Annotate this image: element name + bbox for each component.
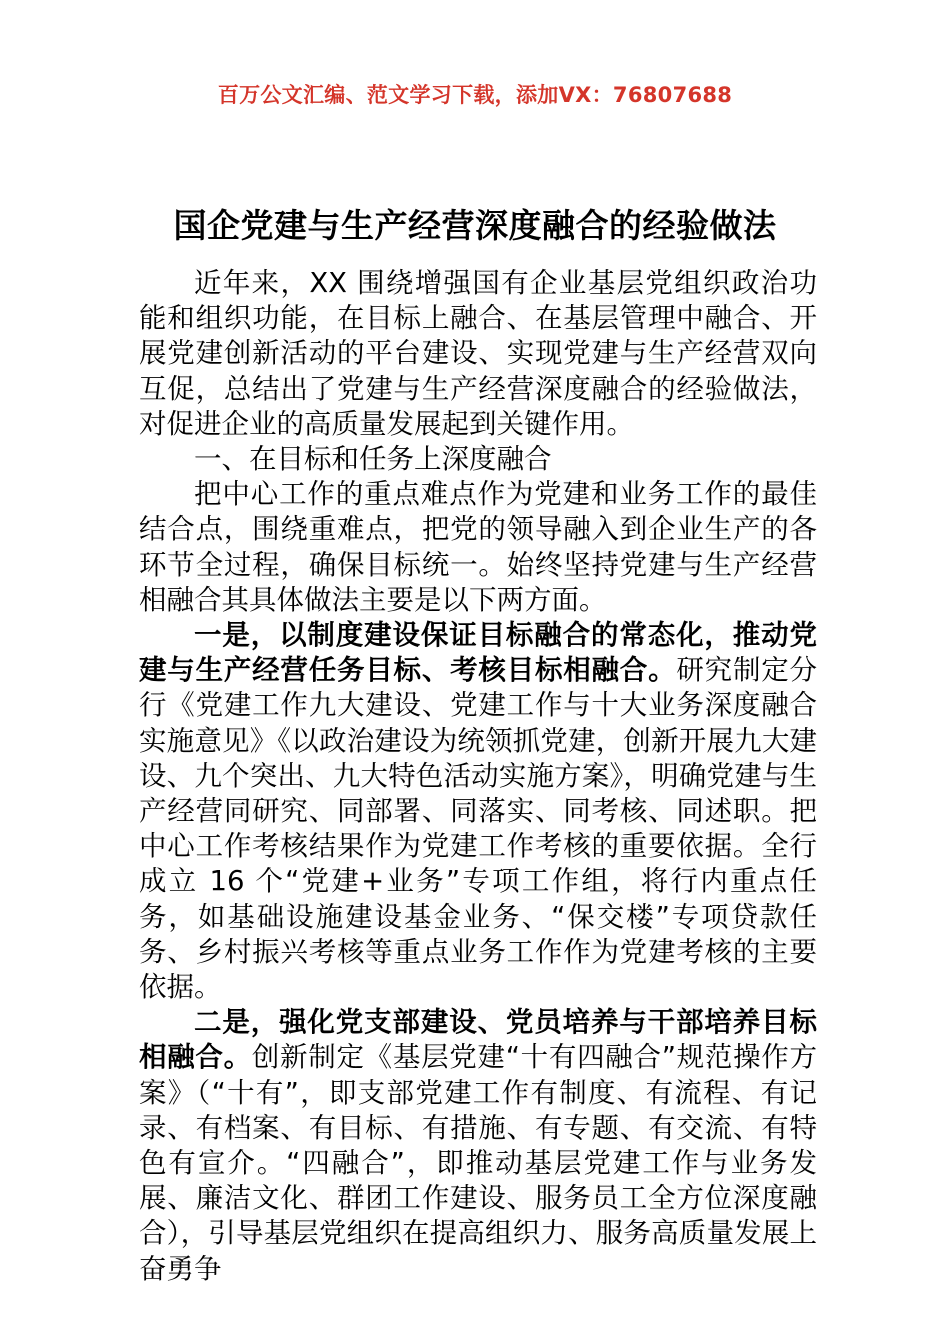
paragraph-point-2	[139, 1005, 817, 1287]
text-run-bold-lead: 二是，强化党支部建设、党员培养与干部培养目标相融合。	[139, 1006, 817, 1074]
document-body	[139, 266, 817, 1287]
paragraph-point-1	[139, 618, 817, 1005]
text-run: 创新制定《基层党建“十有四融合”规范操作方案》（“十有”，即支部党建工作有制度、有流程、有记录、有档案、有目标、有措施、有专题、有交流、有特色有宣介。“四融合”，即推动基层党建工作与业务发展、廉洁文化、群团工作建设、服务员工全方位深度融合），引导基层党组织在提高组织力、服务高质量发展上奋勇争	[139, 1041, 818, 1285]
paragraph-section-1-body	[139, 477, 817, 618]
text-run-bold-lead: 一是，以制度建设保证目标融合的常态化，推动党建与生产经营任务目标、考核目标相融合。	[139, 619, 817, 687]
text-run: 近年来，XX 围绕增强国有企业基层党组织政治功能和组织功能，在目标上融合、在基层管理中融合、开展党建创新活动的平台建设、实现党建与生产经营双向互促，总结出了党建与生产经营深度融合的经验做法，对促进企业的高质量发展起到关键作用。	[139, 267, 817, 440]
page-title: 国企党建与生产经营深度融合的经验做法	[173, 206, 777, 246]
text-run: 研究制定分行《党建工作九大建设、党建工作与十大业务深度融合实施意见》《以政治建设为统领抓党建，创新开展九大建设、九个突出、九大特色活动实施方案》，明确党建与生产经营同研究、同部署、同落实、同考核、同述职。把中心工作考核结果作为党建工作考核的重要依据。全行成立 16 个“党建+业务”专项工作组，将行内重点任务，如基础设施建设基金业务、“保交楼”专项贷款任务、乡村振兴考核等重点业务工作作为党建考核的主要依据。	[139, 654, 818, 1004]
section-heading-1	[139, 442, 817, 477]
promo-watermark-header: 百万公文汇编、范文学习下载，添加VX：76807688	[217, 83, 733, 107]
text-run: 一、在目标和任务上深度融合	[194, 443, 552, 476]
text-run: 把中心工作的重点难点作为党建和业务工作的最佳结合点，围绕重难点，把党的领导融入到企业生产的各环节全过程，确保目标统一。始终坚持党建与生产经营相融合其具体做法主要是以下两方面。	[139, 478, 817, 616]
paragraph-intro	[139, 266, 817, 442]
